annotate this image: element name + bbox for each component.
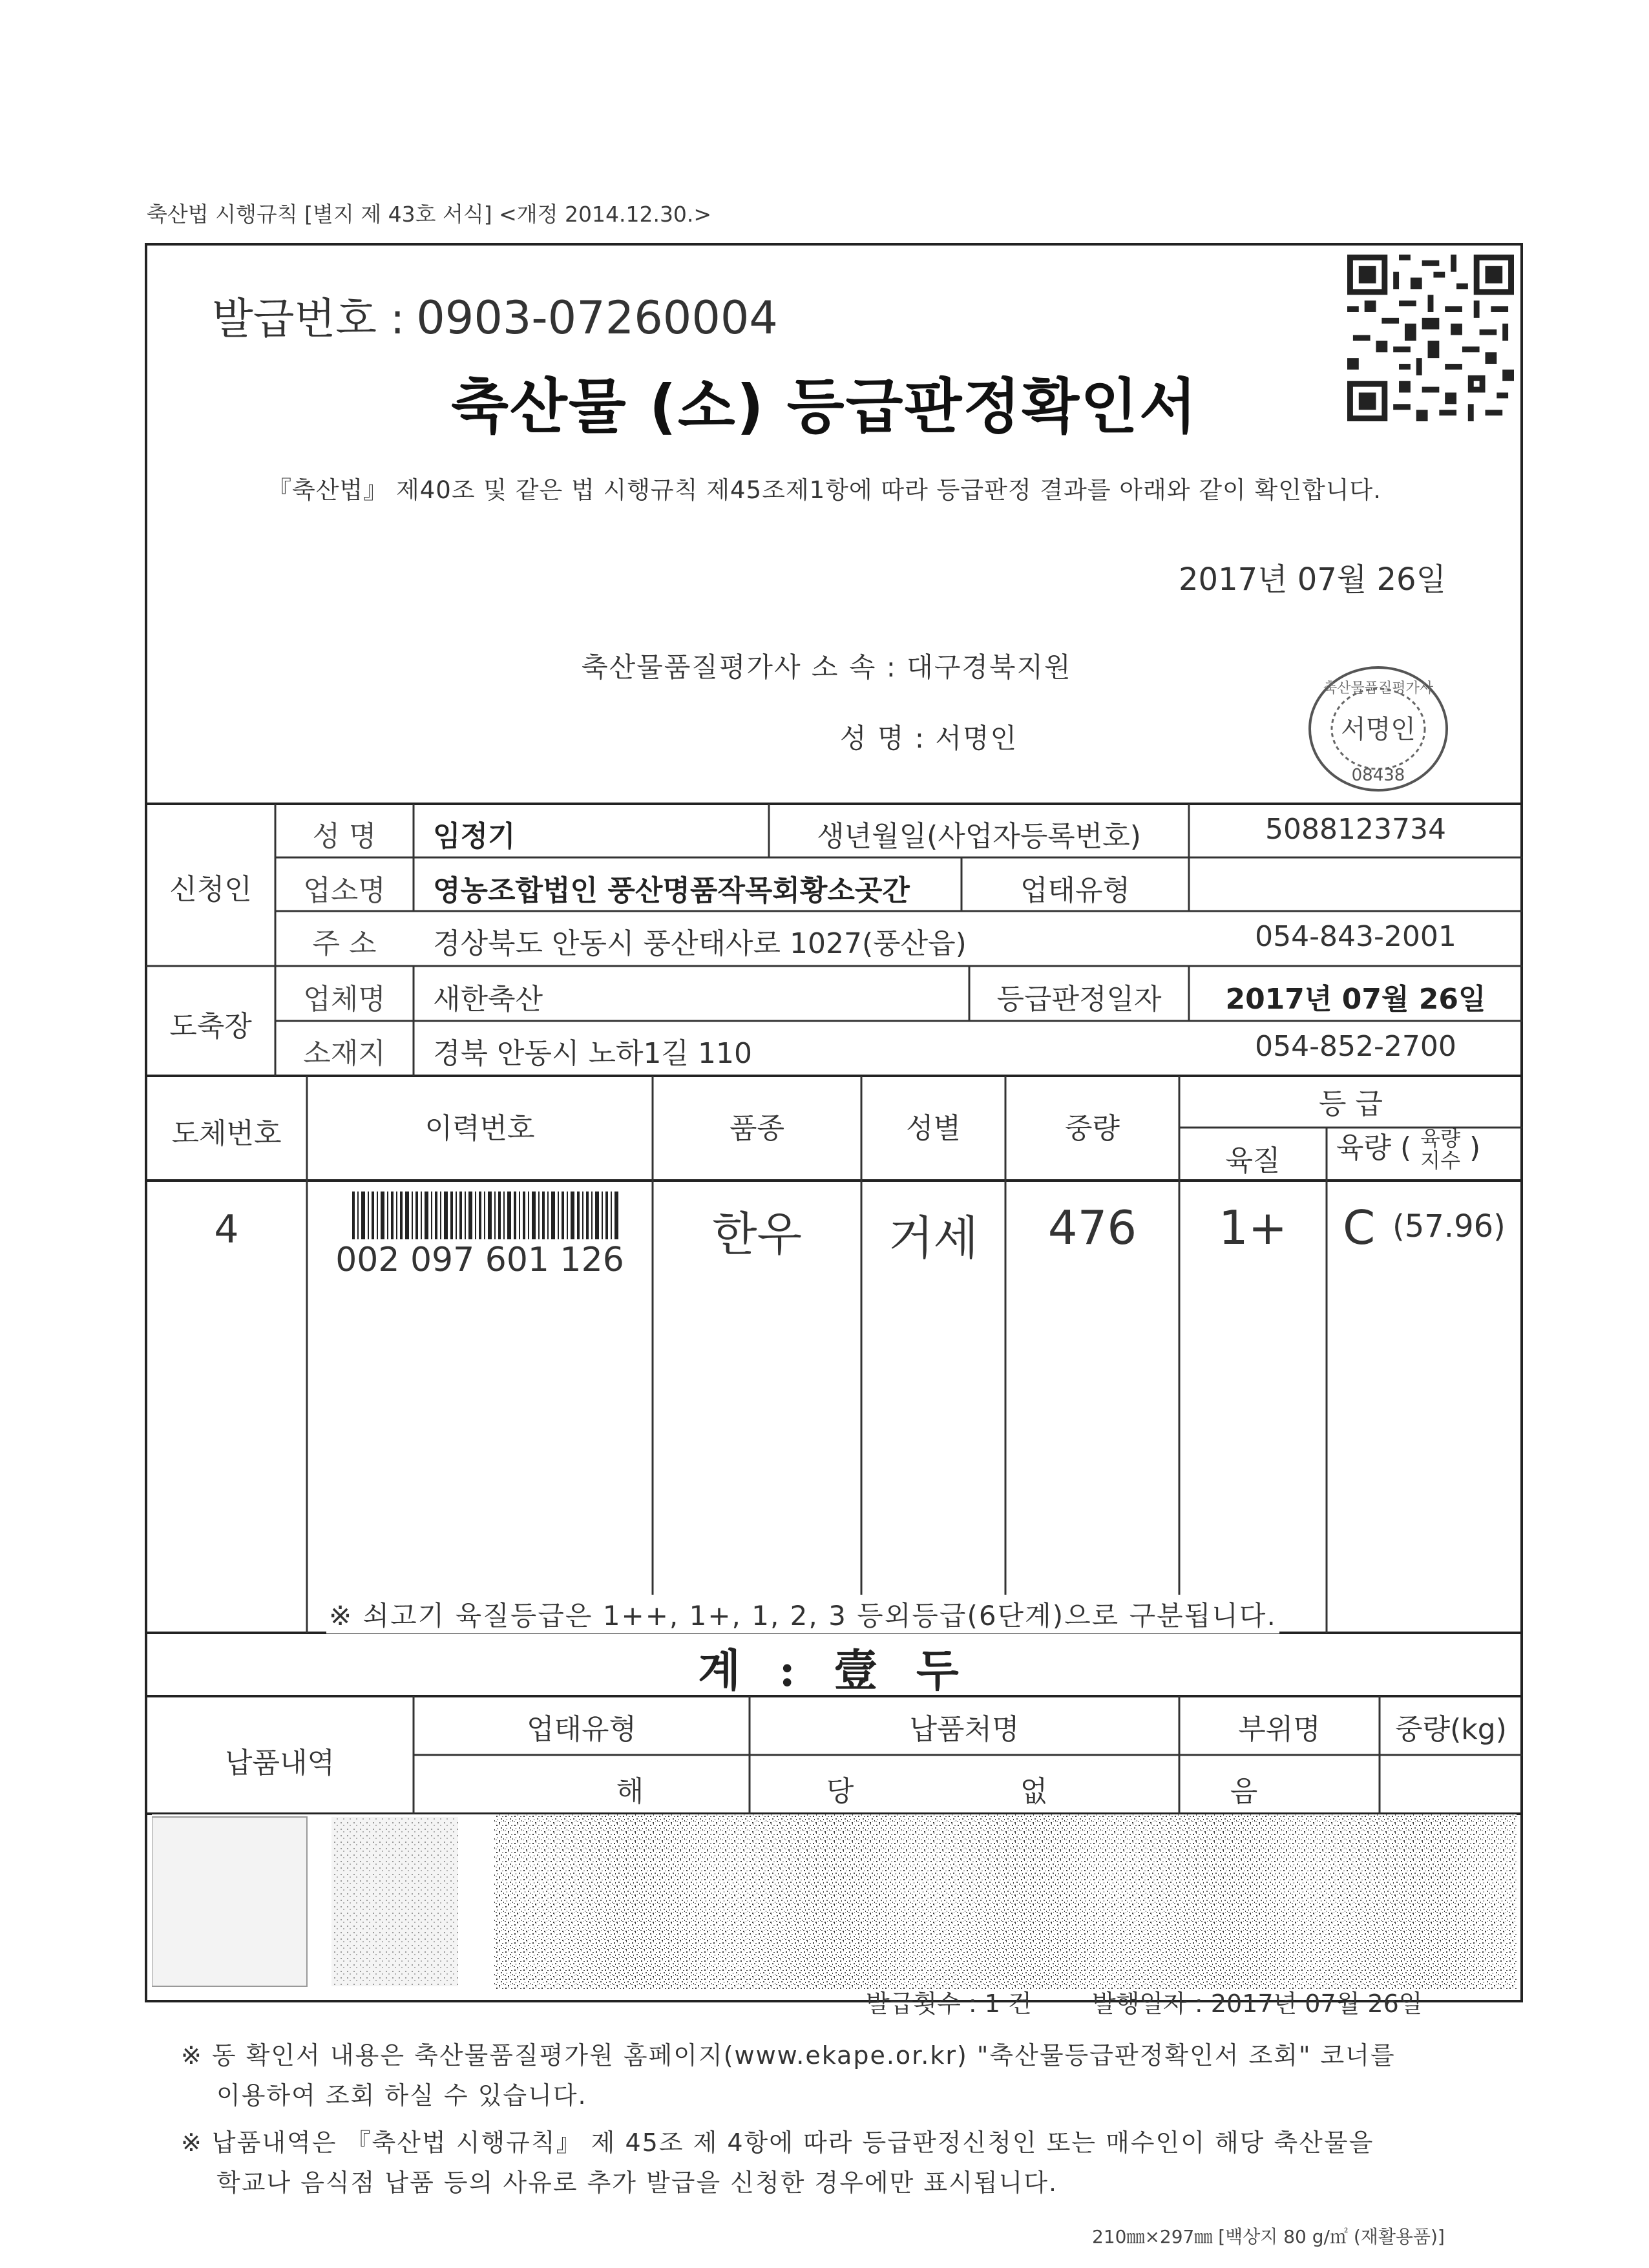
business-name: 영농조합법인 풍산명품작목회황소곳간 [433,874,910,907]
yield-grade-header-close: ) [1469,1131,1481,1164]
delivery-empty-char-2: 당 [826,1775,854,1808]
applicant-name-label: 성 명 [312,820,377,853]
total-count: 계 : 壹 두 [698,1645,971,1697]
delivery-empty-char-4: 음 [1230,1775,1258,1808]
company-label: 업체명 [303,983,386,1016]
sex-header: 성별 [905,1112,961,1145]
yield-index-bottom: 지수 [1420,1148,1460,1173]
delivery-part-header: 부위명 [1238,1713,1321,1746]
delivery-empty-char-3: 없 [1020,1775,1048,1808]
address-label: 주 소 [312,927,377,960]
breed-header: 품종 [729,1112,784,1145]
grade-header: 등 급 [1319,1087,1383,1120]
svg-text:서명인: 서명인 [1341,715,1416,744]
yield-grade-header-label: 육량 ( [1336,1131,1412,1164]
document-title: 축산물 (소) 등급판정확인서 [451,372,1198,441]
sex-value: 거세 [888,1211,979,1265]
legal-statement: 『축산법』 제40조 및 같은 법 시행규칙 제45조제1항에 따라 등급판정 결과를 아래와 같이 확인합니다. [267,476,1382,504]
business-name-label: 업소명 [303,874,386,907]
yield-grade-value: C [1343,1201,1376,1255]
grade-note: ※ 쇠고기 육질등급은 1++, 1+, 1, 2, 3 등외등급(6단계)으로 구분됩니다. [326,1595,1279,1633]
delivery-weight-header: 중량(kg) [1395,1713,1507,1746]
issue-count: 발급횟수 : 1 건 [866,1990,1032,2018]
grading-date: 2017년 07월 26일 [1225,983,1486,1016]
issue-date: 발행일자 : 2017년 07월 26일 [1092,1990,1423,2018]
applicant-section-label: 신청인 [169,873,252,906]
svg-text:축산물품질평가사: 축산물품질평가사 [1323,680,1434,697]
quality-grade-header: 육질 [1225,1144,1281,1177]
grading-date-label: 등급판정일자 [996,983,1162,1016]
issue-number-label: 발급번호 : [212,294,405,344]
yield-index-value: (57.96) [1392,1208,1506,1244]
yield-grade-header [1336,1124,1480,1171]
delivery-empty-char-1: 해 [616,1775,644,1808]
delivery-section-label: 납품내역 [224,1747,335,1780]
delivery-recipient-header: 납품처명 [909,1713,1020,1746]
applicant-name: 임정기 [433,820,516,853]
form-identifier: 축산법 시행규칙 [별지 제 43호 서식] <개정 2014.12.30.> [147,202,712,227]
trace-no-value: 002 097 601 126 [335,1241,624,1279]
svg-text:08438: 08438 [1351,766,1405,785]
footer-note-1-line-1: ※ 동 확인서 내용은 축산물품질평가원 홈페이지(www.ekape.or.kr) "축산물등급판정확인서 조회" 코너를 [181,2041,1396,2070]
business-type-label: 업태유형 [1020,874,1130,907]
company-name: 새한축산 [433,983,543,1016]
yield-index-top: 육량 [1420,1126,1460,1151]
quality-grade-value: 1+ [1218,1201,1288,1255]
carcass-no-value: 4 [214,1207,239,1252]
weight-value: 476 [1047,1201,1137,1255]
trace-no-header: 이력번호 [425,1112,535,1145]
evaluator-affiliation: 축산물품질평가사 소 속 : 대구경북지원 [582,651,1072,683]
security-pattern-strip [152,1814,1517,1989]
slaughterhouse-section-label: 도축장 [169,1010,252,1043]
applicant-phone: 054-843-2001 [1255,920,1456,953]
footer-note-1-line-2: 이용하여 조회 하실 수 있습니다. [216,2081,587,2110]
footer-note-2-line-1: ※ 납품내역은 『축산법 시행규칙』 제 45조 제 4항에 따라 등급판정신청인 또는 매수인이 해당 축산물을 [181,2128,1374,2157]
location-value: 경북 안동시 노하1길 110 [433,1037,752,1070]
delivery-business-type-header: 업태유형 [526,1713,636,1746]
address-value: 경상북도 안동시 풍산태사로 1027(풍산읍) [433,927,967,960]
yield-index-label [1420,1128,1460,1171]
document-date: 2017년 07월 26일 [1179,562,1446,598]
applicant-birth-value: 5088123734 [1265,813,1446,846]
evaluator-name: 성 명 : 서명인 [840,722,1018,754]
breed-value: 한우 [711,1207,803,1261]
carcass-no-header: 도체번호 [171,1117,282,1150]
paper-specification: 210㎜×297㎜ [백상지 80 g/㎡ (재활용품)] [1092,2226,1445,2247]
location-label: 소재지 [303,1037,386,1070]
applicant-birth-label: 생년월일(사업자등록번호) [817,820,1141,853]
slaughterhouse-phone: 054-852-2700 [1255,1030,1456,1063]
issue-number-value: 0903-07260004 [416,291,778,344]
footer-note-2-line-2: 학교나 음식점 납품 등의 사유로 추가 발급을 신청한 경우에만 표시됩니다. [216,2168,1058,2197]
weight-header: 중량 [1064,1112,1120,1145]
barcode-icon [352,1192,618,1239]
